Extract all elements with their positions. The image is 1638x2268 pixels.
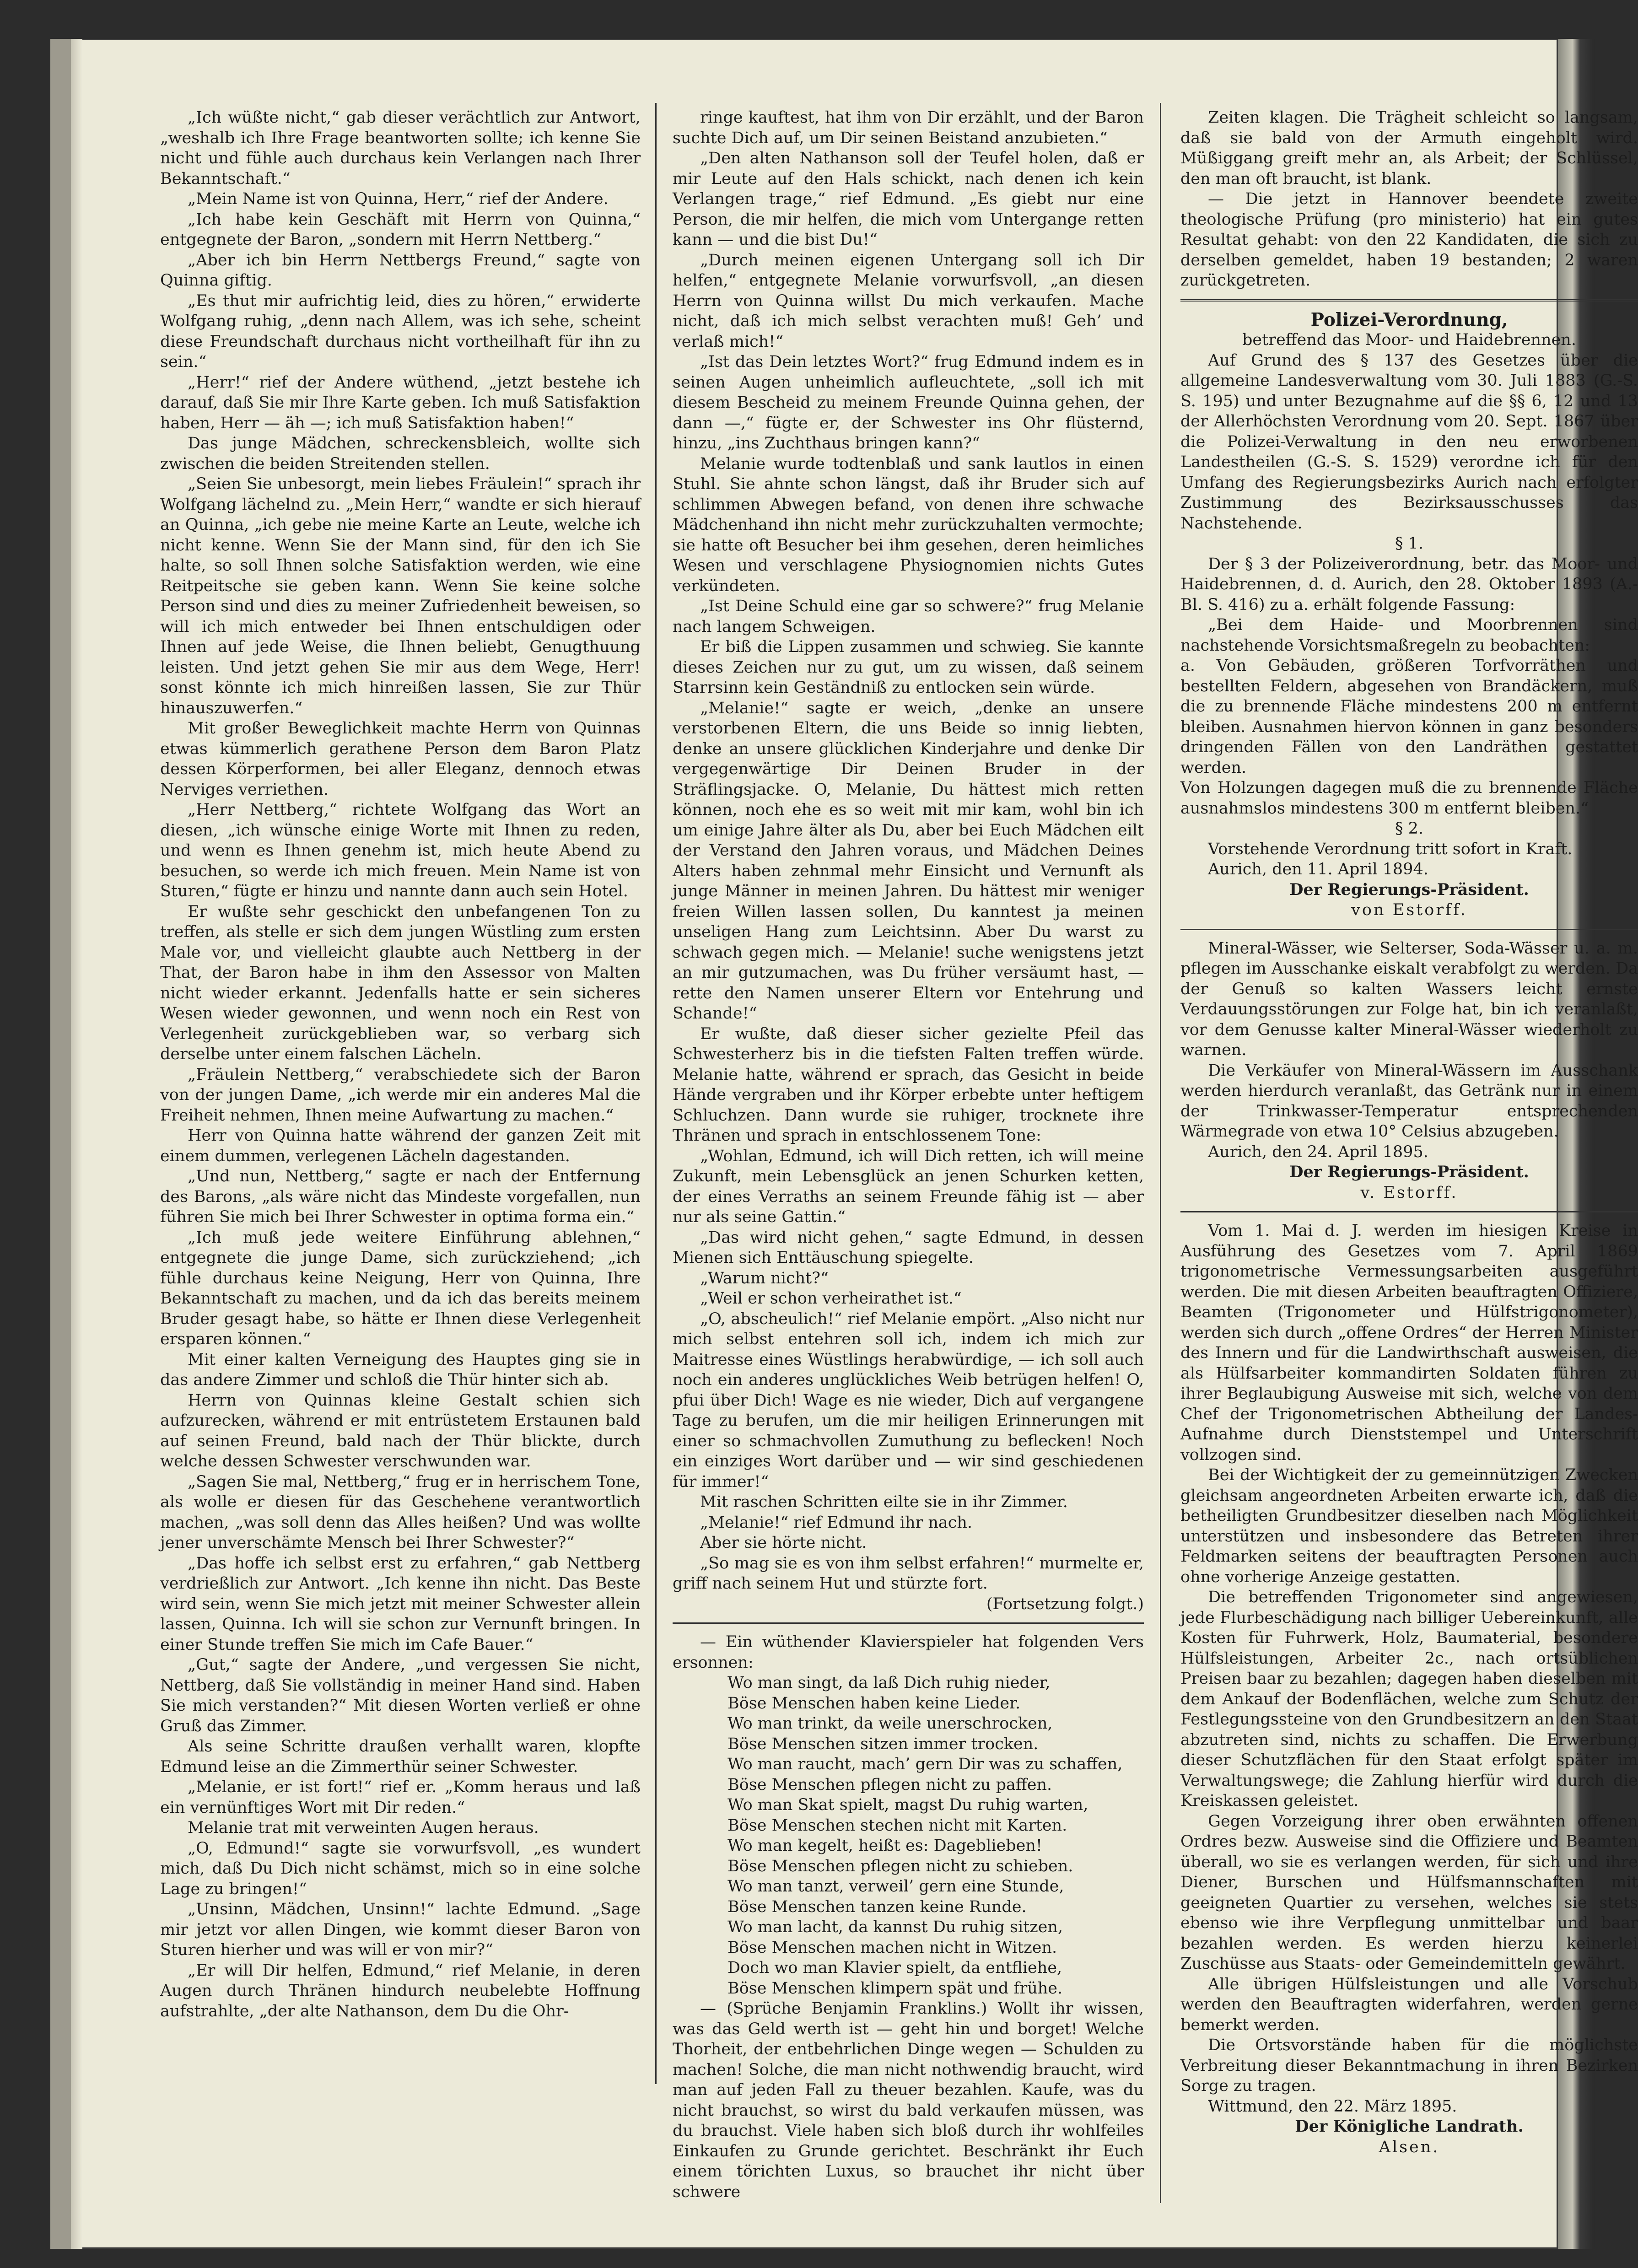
poem-line: Böse Menschen haben keine Lieder.	[727, 1694, 1021, 1713]
survey-notice-6: Die Ortsvorstände haben für die möglichste Verbreitung dieser Bekanntmachung in ihren Bezirken Sorge zu tragen.	[1180, 2036, 1638, 2095]
story-paragraph: „Seien Sie unbesorgt, mein liebes Fräulein!“ sprach ihr Wolfgang lächelnd zu. „Mein Herr,“ wandte er sich hierauf an Quinna, „ich gebe nie meine Karte an Leute, welche ich nicht kenne. Wenn Sie der Mann sind, für den ich Sie halte, so soll Ihnen solche Satisfaktion werden, wie eine Reitpeitsche sie geben kann. Wenn Sie keine solche Person sind und dies zu meiner Zufriedenheit beweisen, so will ich mich entweder bei Ihnen entschuldigen oder Ihnen auf jede Weise, die Ihnen beliebt, Genugthuung leisten. Und jetzt gehen Sie mir aus dem Wege, Herr! sonst könnte ich mich hinreißen lassen, Sie zur Thür hinauszuwerfen.“	[160, 475, 641, 717]
story-paragraph: Melanie trat mit verweinten Augen heraus.	[188, 1819, 539, 1837]
story-paragraph: „Wohlan, Edmund, ich will Dich retten, ich will meine Zukunft, mein Lebensglück an jenen Schurken ketten, der eines Verraths an seinem Freunde fähig ist — aber nur als seine Gattin.“	[673, 1147, 1144, 1226]
story-paragraph: „O, abscheulich!“ rief Melanie empört. „Also nicht nur mich selbst entehren soll ich, indem ich mich zur Maitresse eines Wüstlings herabwürdige, — ich soll auch noch ein anderes unglückliches Weib betrügen helfen! O, pfui über Dich! Wage es nie wieder, Dich auf vergangene Tage zu berufen, um die mir heiligen Erinnerungen mit einer so schmachvollen Zumuthung zu beflecken! Noch ein einziges Wort darüber und — wir sind geschiedenen für immer!“	[673, 1309, 1144, 1491]
story-paragraph: Mit großer Beweglichkeit machte Herrn von Quinnas etwas kümmerlich gerathene Person dem Baron Platz dessen Körperformen, bei aller Eleganz, dennoch etwas Nerviges verriethen.	[160, 719, 641, 799]
mineral-notice-2: Die Verkäufer von Mineral-Wässern im Ausschank werden hierdurch veranlaßt, das Getränk nur in einem der Trinkwasser-Temperatur entsprechenden Wärmegrade von etwa 10° Celsius abzugeben.	[1180, 1061, 1638, 1141]
story-paragraph: „Unsinn, Mädchen, Unsinn!“ lachte Edmund. „Sage mir jetzt vor allen Dingen, wie kommt dieser Baron von Sturen hierher und was will er von mir?“	[160, 1900, 641, 1959]
story-paragraph: „Melanie!“ rief Edmund ihr nach.	[700, 1513, 973, 1532]
poem-line: Wo man kegelt, heißt es: Dageblieben!	[727, 1837, 1042, 1855]
story-paragraph: Er wußte sehr geschickt den unbefangenen Ton zu treffen, als stelle er sich dem jungen Wüstling zum ersten Male vor, und vielleicht glaubte auch Nettberg in der That, der Baron habe in ihm den Assessor von Malten nicht wieder erkannt. Jedenfalls hatte er sein sicheres Wesen wieder gewonnen, und wenn noch ein Rest von Verlegenheit zurückgeblieben war, so verbarg sich derselbe unter einem falschen Lächeln.	[160, 902, 641, 1063]
story-paragraph: Mit raschen Schritten eilte sie in ihr Zimmer.	[700, 1493, 1068, 1511]
poem-line: Böse Menschen machen nicht in Witzen.	[727, 1938, 1057, 1957]
section-mark: § 2.	[1395, 819, 1424, 838]
ordinance-title: Polizei-Verordnung,	[1310, 309, 1508, 330]
section-mark: § 1.	[1395, 534, 1424, 553]
story-paragraph: „Sagen Sie mal, Nettberg,“ frug er in herrischem Tone, als wolle er diesen für das Geschehene verantwortlich machen, „was soll denn das Alles heißen? Und was wollte jener unverschämte Mensch bei Ihrer Schwester?“	[160, 1472, 641, 1552]
survey-notice-5: Alle übrigen Hülfsleistungen und alle Vorschub werden den Beauftragten widerfahren, werden gerne bemerkt werden.	[1180, 1975, 1638, 2034]
story-paragraph: „Mein Name ist von Quinna, Herr,“ rief der Andere.	[188, 190, 609, 208]
story-paragraph: „Ist das Dein letztes Wort?“ frug Edmund indem es in seinen Augen unheimlich aufleuchtete, „soll ich mit diesem Bescheid zu meinem Freunde Quinna gehen, der dann —,“ fügte er, der Schwester ins Ohr flüsternd, hinzu, „ins Zuchthaus bringen kann?“	[673, 353, 1144, 453]
story-paragraph: „Aber ich bin Herrn Nettbergs Freund,“ sagte von Quinna giftig.	[160, 251, 641, 290]
poem-line: Wo man tanzt, verweil’ gern eine Stunde,	[727, 1877, 1064, 1896]
poem-line: Wo man singt, da laß Dich ruhig nieder,	[727, 1674, 1051, 1692]
story-paragraph: „Er will Dir helfen, Edmund,“ rief Melanie, in deren Augen durch Thränen hindurch neubelebte Hoffnung aufstrahlte, „der alte Nathanson, dem Du die Ohr-	[160, 1961, 641, 2020]
poem-line: Böse Menschen stechen nicht mit Karten.	[727, 1816, 1067, 1835]
story-paragraph: „Und nun, Nettberg,“ sagte er nach der Entfernung des Barons, „als wäre nicht das Mindeste vorgefallen, nun führen Sie mich bei Ihrer Schwester in optima forma ein.“	[160, 1167, 641, 1226]
story-paragraph: „So mag sie es von ihm selbst erfahren!“ murmelte er, griff nach seinem Hut und stürzte fort.	[673, 1554, 1144, 1593]
column-story-continued	[673, 108, 1144, 2202]
column-rule	[1160, 103, 1161, 2203]
signature-name: v. Estorff.	[1360, 1183, 1458, 1202]
story-paragraph: „Fräulein Nettberg,“ verabschiedete sich der Baron von der jungen Dame, „ich werde mir ein anderes Mal die Freiheit nehmen, Ihnen meine Aufwartung zu machen.“	[160, 1065, 641, 1125]
divider	[1180, 1211, 1638, 1212]
story-paragraph: „Ist Deine Schuld eine gar so schwere?“ frug Melanie nach langem Schweigen.	[673, 597, 1144, 636]
franklin-sayings: — (Sprüche Benjamin Franklins.) Wollt ihr wissen, was das Geld werth ist — geht hin und borget! Welche Thorheit, der entbehrlichen Dinge wegen — Schulden zu machen! Solche, die man nicht nothwendig braucht, wird man auf jeden Fall zu theuer bezahlen. Kaufe, was du nicht brauchst, so wirst du bald verkaufen müssen, was du brauchst. Viele haben sich bloß durch ihr wohlfeiles Einkaufen zu Grunde gerichtet. Beschränkt ihr Euch einem törichten Luxus, so brauchet ihr nicht über schwere	[673, 1999, 1144, 2201]
story-paragraph: „O, Edmund!“ sagte sie vorwurfsvoll, „es wundert mich, daß Du Dich nicht schämst, mich so in eine solche Lage zu bringen!“	[160, 1839, 641, 1898]
poem-line: Böse Menschen tanzen keine Runde.	[727, 1897, 1027, 1916]
story-paragraph: „Das wird nicht gehen,“ sagte Edmund, in dessen Mienen sich Enttäuschung spiegelte.	[673, 1228, 1144, 1267]
mineral-notice: Mineral-Wässer, wie Selterser, Soda-Wässer u. a. m. pflegen im Ausschanke eiskalt verabfolgt zu werden. Da der Genuß so kalten Wassers leicht ernste Verdauungsstörungen zur Folge hat, bin ich veranlaßt, vor dem Genusse kalter Mineral-Wässer wiederholt zu warnen.	[1180, 939, 1638, 1059]
poem-intro: — Ein wüthender Klavierspieler hat folgenden Vers ersonnen:	[673, 1633, 1144, 1672]
signature-title: Der Regierungs-Präsident.	[1289, 1163, 1529, 1181]
column-story	[160, 108, 641, 2021]
poem-line: Doch wo man Klavier spielt, da entfliehe,	[727, 1959, 1062, 1977]
section-text: Der § 3 der Polizeiverordnung, betr. das Moor- und Haidebrennen, d. d. Aurich, den 28. Oktober 1893 (A.-Bl. S. 416) zu a. erhält folgende Fassung:	[1180, 555, 1638, 614]
dateline: Wittmund, den 22. März 1895.	[1208, 2097, 1457, 2116]
story-paragraph: „Gut,“ sagte der Andere, „und vergessen Sie nicht, Nettberg, daß Sie vollständig in meiner Hand sind. Haben Sie mich verstanden?“ Mit diesen Worten verließ er ohne Gruß das Zimmer.	[160, 1656, 641, 1735]
continued-note: (Fortsetzung folgt.)	[986, 1595, 1144, 1613]
survey-notice-4: Gegen Vorzeigung ihrer oben erwähnten offenen Ordres bezw. Ausweise sind die Offiziere und Beamten überall, wo sie es verlangen werden, für sich und ihre Diener, Burschen und Hülfsmannschaften mit geeigneten Quartier zu versehen, welches sie stets ebenso wie ihre Verpflegung unmittelbar und baar bezahlen werden. Es werden hierzu keinerlei Zuschüsse aus Staats- oder Gemeindemitteln gewährt.	[1180, 1812, 1638, 1973]
story-paragraph: „Herr!“ rief der Andere wüthend, „jetzt bestehe ich darauf, daß Sie mir Ihre Karte geben. Ich muß Satisfaktion haben, Herr — äh —; ich muß Satisfaktion haben!“	[160, 373, 641, 432]
story-paragraph: „Warum nicht?“	[700, 1269, 829, 1288]
story-paragraph: Er biß die Lippen zusammen und schwieg. Sie kannte dieses Zeichen nur zu gut, um zu wissen, daß seinem Starrsinn kein Geständniß zu entlocken sein würde.	[673, 638, 1144, 697]
section-text: Vorstehende Verordnung tritt sofort in Kraft.	[1208, 840, 1573, 858]
column-notices	[1180, 108, 1638, 2157]
poem-line: Böse Menschen pflegen nicht zu schieben.	[727, 1857, 1073, 1875]
signature-name: von Estorff.	[1351, 901, 1467, 919]
poem-line: Böse Menschen klimpern spät und frühe.	[727, 1979, 1063, 1998]
poem-line: Wo man lacht, da kannst Du ruhig sitzen,	[727, 1918, 1063, 1936]
story-paragraph: Das junge Mädchen, schreckensbleich, wollte sich zwischen die beiden Streitenden stellen.	[160, 434, 641, 473]
column-rule	[655, 103, 657, 2084]
exam-notice: — Die jetzt in Hannover beendete zweite theologische Prüfung (pro ministerio) hat ein gutes Resultat gehabt: von den 22 Kandidaten, die sich zu derselben gemeldet, haben 19 bestanden; 2 waren zurückgetreten.	[1180, 190, 1638, 290]
story-paragraph: „Melanie, er ist fort!“ rief er. „Komm heraus und laß ein vernünftiges Wort mit Dir reden.“	[160, 1778, 641, 1817]
ordinance-intro: Auf Grund des § 137 des Gesetzes über die allgemeine Landesverwaltung vom 30. Juli 1883 (G.-S. S. 195) und unter Bezugnahme auf die §§ 6, 12 und 13 der Allerhöchsten Verordnung vom 20. Sept. 1867 über die Polizei-Verwaltung in den neu erworbenen Landestheilen (G.-S. S. 1529) verordne ich für den Umfang des Regierungsbezirks Aurich nach erfolgter Zustimmung des Bezirksausschusses das Nachstehende.	[1180, 351, 1638, 533]
signature-title: Der Regierungs-Präsident.	[1289, 880, 1529, 899]
divider	[673, 1622, 1144, 1624]
newspaper-page	[50, 39, 1638, 2249]
story-paragraph: „Den alten Nathanson soll der Teufel holen, daß er mir Leute auf den Hals schickt, nach denen ich kein Verlangen trage,“ rief Edmund. „Es giebt nur eine Person, die mir helfen, die mich vom Untergange retten kann — und die bist Du!“	[673, 149, 1144, 249]
section-item-b: Von Holzungen dagegen muß die zu brennende Fläche ausnahmslos mindestens 300 m entfernt bleiben.“	[1180, 779, 1638, 818]
poem-line: Böse Menschen sitzen immer trocken.	[727, 1735, 1039, 1753]
text-block: Zeiten klagen. Die Trägheit schleicht so langsam, daß sie bald von der Armuth eingeholt wird. Müßiggang greift mehr an, als Arbeit; der Schlüssel, den man oft braucht, ist blank.	[1180, 108, 1638, 188]
ordinance-subtitle: betreffend das Moor- und Haidebrennen.	[1242, 331, 1576, 349]
story-paragraph: ringe kauftest, hat ihm von Dir erzählt, und der Baron suchte Dich auf, um Dir seinen Beistand anzubieten.“	[673, 108, 1144, 147]
survey-notice: Vom 1. Mai d. J. werden im hiesigen Kreise in Ausführung des Gesetzes vom 7. April 1869 trigonometrische Vermessungsarbeiten ausgeführt werden. Die mit diesen Arbeiten beauftragten Offiziere, Beamten (Trigonometer und Hülfstrigonometer), werden sich durch „offene Ordres“ der Herren Minister des Innern und für die Landwirthschaft ausweisen, die als Hülfsarbeiter kommandirten Soldaten führen zu ihrer Beglaubigung Ausweise mit sich, welche von dem Chef der Trigonometrischen Abtheilung der Landes-Aufnahme durch Dienststempel und Unterschrift vollzogen sind.	[1180, 1222, 1638, 1464]
story-paragraph: Herrn von Quinnas kleine Gestalt schien sich aufzurecken, während er mit entrüstetem Erstaunen bald auf seinen Freund, bald nach der Thür blickte, durch welche dessen Schwester verschwunden war.	[160, 1391, 641, 1471]
signature-name: Alsen.	[1379, 2138, 1440, 2156]
story-paragraph: „Ich wüßte nicht,“ gab dieser verächtlich zur Antwort, „weshalb ich Ihre Frage beantworten sollte; ich kenne Sie nicht und fühle auch durchaus kein Verlangen nach Ihrer Bekanntschaft.“	[160, 108, 641, 188]
story-paragraph: „Melanie!“ sagte er weich, „denke an unsere verstorbenen Eltern, die uns Beide so innig liebten, denke an unsere glücklichen Kinderjahre und denke Dir vergegenwärtige Dir Deinen Bruder in der Sträflingsjacke. O, Melanie, Du hättest mich retten können, noch ehe es so weit mit mir kam, wohl bin ich um einige Jahre älter als Du, aber bei Euch Mädchen eilt der Verstand den Jahren voraus, und Mädchen Deines Alters haben zehnmal mehr Einsicht und Vernunft als junge Männer in meinen Jahren. Du hättest mir weniger freien Willen lassen sollen, Du kanntest ja meinen unseligen Hang zum Leichtsinn. Aber Du warst zu schwach gegen mich. — Melanie! suche wenigstens jetzt an mir gutzumachen, was Du früher versäumt hast, — rette den Namen unserer Eltern vor Entehrung und Schande!“	[673, 699, 1144, 1023]
poem-line: Wo man Skat spielt, magst Du ruhig warten,	[727, 1796, 1088, 1814]
story-paragraph: Herr von Quinna hatte während der ganzen Zeit mit einem dummen, verlegenen Lächeln dagestanden.	[160, 1126, 641, 1165]
survey-notice-3: Die betreffenden Trigonometer sind angewiesen, jede Flurbeschädigung nach billiger Uebereinkunft, alle Kosten für Fuhrwerk, Holz, Baumaterial, besondere Hülfsleistungen, Arbeiter 2c., nach ortsüblichen Preisen baar zu bezahlen; dagegen haben dieselben mit dem Ankauf der Bodenflächen, welche zum Schutz der Festlegungssteine von den Grundbesitzern an den Staat abzutreten sind, nichts zu schaffen. Die Erwerbung dieser Schutzflächen für den Staat erfolgt später im Verwaltungswege; die Zahlung hierfür wird durch die Kreiskassen geleistet.	[1180, 1588, 1638, 1810]
story-paragraph: „Weil er schon verheirathet ist.“	[700, 1289, 962, 1308]
poem-line: Wo man raucht, mach’ gern Dir was zu schaffen,	[727, 1755, 1123, 1773]
survey-notice-2: Bei der Wichtigkeit der zu gemeinnützigen Zwecken gleichsam angeordneten Arbeiten erwarte ich, daß die betheiligten Grundbesitzer dieselben nach Möglichkeit unterstützen und insbesondere das Betreten ihrer Feldmarken seitens der beauftragten Personen auch ohne vorherige Anzeige gestatten.	[1180, 1466, 1638, 1586]
dateline: Aurich, den 11. April 1894.	[1208, 860, 1428, 878]
story-paragraph: Mit einer kalten Verneigung des Hauptes ging sie in das andere Zimmer und schloß die Thür hinter sich ab.	[160, 1350, 641, 1389]
signature-title: Der Königliche Landrath.	[1295, 2117, 1524, 2136]
section-quote: „Bei dem Haide- und Moorbrennen sind nachstehende Vorsichtsmaßregeln zu beobachten:	[1180, 616, 1638, 655]
poem-line: Wo man trinkt, da weile unerschrocken,	[727, 1714, 1053, 1733]
story-paragraph: Er wußte, daß dieser sicher gezielte Pfeil das Schwesterherz bis in die tiefsten Falten treffen würde. Melanie hatte, während er sprach, das Gesicht in beide Hände vergraben und ihr Körper erbebte unter heftigem Schluchzen. Dann wurde sie ruhiger, trocknete ihre Thränen und sprach in entschlossenem Tone:	[673, 1024, 1144, 1145]
dateline: Aurich, den 24. April 1895.	[1208, 1142, 1428, 1161]
story-paragraph: Aber sie hörte nicht.	[700, 1534, 867, 1552]
story-paragraph: „Ich muß jede weitere Einführung ablehnen,“ entgegnete die junge Dame, sich zurückziehend; „ich fühle durchaus keine Neigung, Herr von Quinna, Ihre Bekanntschaft zu machen, und da ich das bereits meinem Bruder gesagt habe, so hätte er Ihnen diese Verlegenheit ersparen können.“	[160, 1228, 641, 1348]
story-paragraph: „Es thut mir aufrichtig leid, dies zu hören,“ erwiderte Wolfgang ruhig, „denn nach Allem, was ich sehe, scheint diese Freundschaft durchaus nicht vortheilhaft für ihn zu sein.“	[160, 291, 641, 371]
poem-line: Böse Menschen pflegen nicht zu paffen.	[727, 1775, 1052, 1794]
story-paragraph: Als seine Schritte draußen verhallt waren, klopfte Edmund leise an die Zimmerthür seiner Schwester.	[160, 1737, 641, 1776]
poem	[673, 1673, 1144, 1999]
story-paragraph: „Das hoffe ich selbst erst zu erfahren,“ gab Nettberg verdrießlich zur Antwort. „Ich kenne ihn nicht. Das Beste wird sein, wenn Sie mich jetzt mit meiner Schwester allein lassen, Quinna. Ich will sie schon zur Vernunft bringen. In einer Stunde treffen Sie mich im Cafe Bauer.“	[160, 1554, 641, 1654]
divider	[1180, 929, 1638, 930]
story-paragraph: „Durch meinen eigenen Untergang soll ich Dir helfen,“ entgegnete Melanie vorwurfsvoll, „an diesen Herrn von Quinna willst Du mich verkaufen. Mache nicht, daß ich mich selbst verachten muß! Geh’ und verlaß mich!“	[673, 251, 1144, 351]
page-binding	[50, 39, 71, 2249]
story-paragraph: Melanie wurde todtenblaß und sank lautlos in einen Stuhl. Sie ahnte schon längst, daß ihr Bruder sich auf schlimmen Abwegen befand, von denen ihre schwache Mädchenhand ihn nicht mehr zurückzuhalten vermochte; sie hatte oft Besucher bei ihm gesehen, deren heimliches Wesen und verschlagene Physiognomien nichts Gutes verkündeten.	[673, 454, 1144, 595]
section-item-a: a. Von Gebäuden, größeren Torfvorräthen und bestellten Feldern, abgesehen von Brandäckern, muß die zu brennende Fläche mindestens 200 m entfernt bleiben. Ausnahmen hiervon können in ganz besonders dringenden Fällen von den Landräthen gestattet werden.	[1180, 657, 1638, 777]
story-paragraph: „Herr Nettberg,“ richtete Wolfgang das Wort an diesen, „ich wünsche einige Worte mit Ihnen zu reden, und wenn es Ihnen genehm ist, mich heute Abend zu besuchen, so werde ich mich freuen. Mein Name ist von Sturen,“ fügte er hinzu und nannte dann auch sein Hotel.	[160, 801, 641, 900]
divider	[1180, 299, 1638, 302]
story-paragraph: „Ich habe kein Geschäft mit Herrn von Quinna,“ entgegnete der Baron, „sondern mit Herrn Nettberg.“	[160, 210, 641, 249]
